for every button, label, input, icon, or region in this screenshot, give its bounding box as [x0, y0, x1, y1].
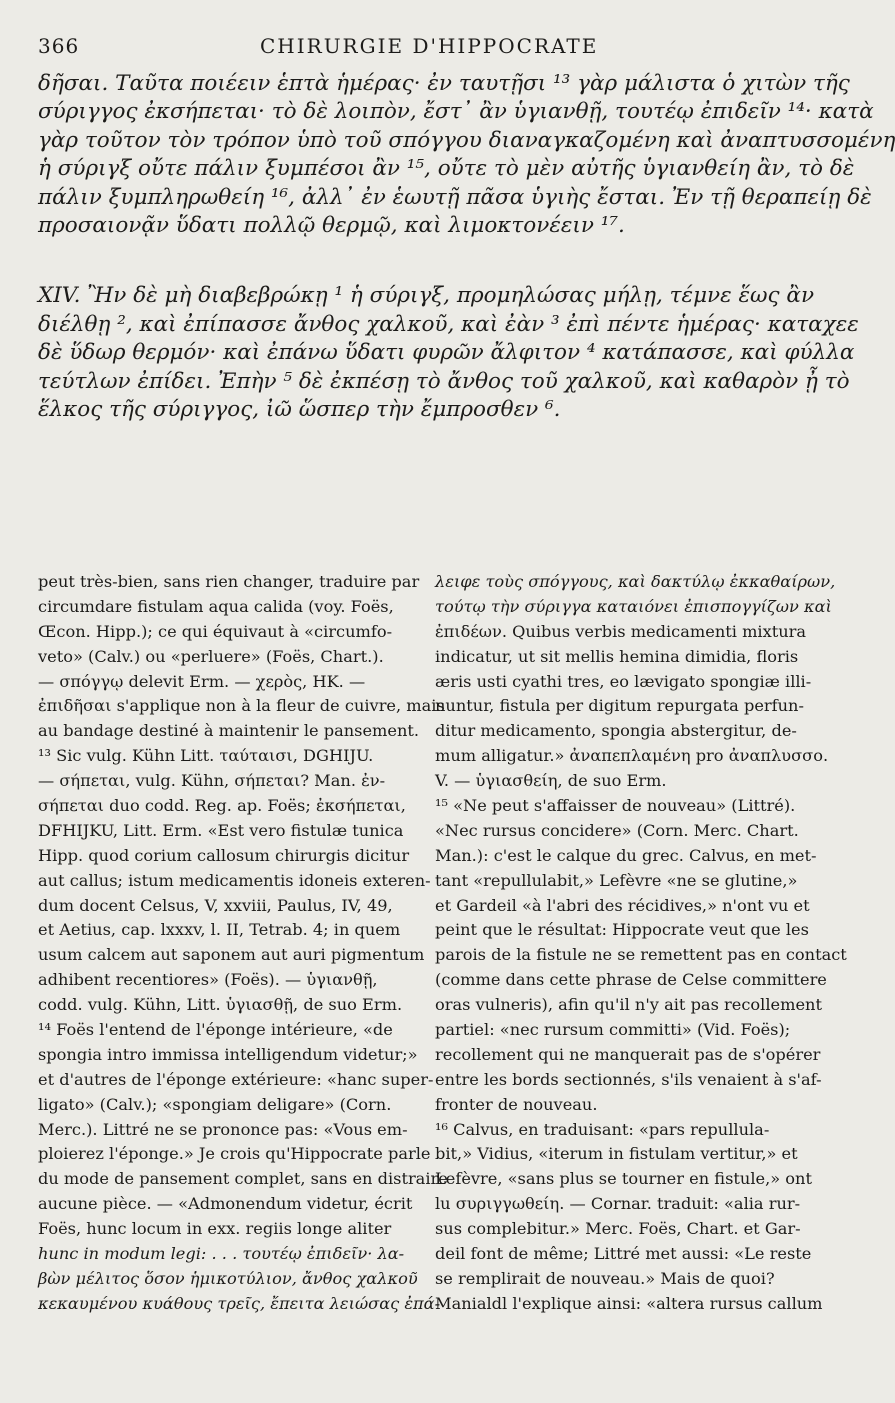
note-line: (comme dans cette phrase de Celse committere: [435, 970, 827, 990]
note-line: Manialdl l'explique ainsi: «altera rursus callum: [435, 1293, 823, 1313]
note-line: Lefèvre, «sans plus se tourner en fistule,» ont: [435, 1169, 812, 1189]
note-line: ἐπιδῆσαι s'applique non à la fleur de cuivre, mais: [38, 696, 445, 716]
greek-line: σύριγγος ἐκσήπεται· τὸ δὲ λοιπὸν, ἔστ᾽ ἂν ὑγιανθῇ, τουτέῳ ἐπιδεῖν ¹⁴· κατὰ: [38, 99, 874, 125]
note-line: ¹⁵ «Ne peut s'affaisser de nouveau» (Littré).: [435, 796, 796, 816]
note-line: ¹³ Sic vulg. Kühn Litt. ταύταισι, DGHIJU.: [38, 746, 374, 766]
note-line: oras vulneris), afin qu'il n'y ait pas recollement: [435, 995, 822, 1015]
note-line: λειφε τοὺς σπόγγους, καὶ δακτύλῳ ἐκκαθαίρων,: [435, 572, 836, 591]
note-line: mum alligatur.» ἀναπεπλαμένη pro ἀναπλυσσο.: [435, 746, 829, 766]
note-line: adhibent recentiores» (Foës). — ὑγιανθῇ,: [38, 970, 378, 990]
note-line: V. — ὑγιασθείη, de suo Erm.: [435, 771, 667, 791]
notes-left-column: [38, 570, 448, 1317]
note-line: ligato» (Calv.); «spongiam deligare» (Corn.: [38, 1094, 392, 1114]
note-line: Œcon. Hipp.); ce qui équivaut à «circumfo-: [38, 621, 393, 641]
note-line: — σήπεται, vulg. Kühn, σήπεται? Man. ἐν-: [38, 771, 386, 791]
running-title: CHIRURGIE D'HIPPOCRATE: [260, 34, 599, 58]
notes-right-column: [435, 570, 847, 1317]
greek-line: ἕλκος τῆς σύριγγος, ἰῶ ὥσπερ τὴν ἔμπροσθεν ⁶.: [38, 396, 561, 422]
note-line: peut très-bien, sans rien changer, traduire par: [38, 572, 420, 591]
page-header: [38, 34, 780, 62]
note-line: usum calcem aut saponem aut auri pigmentum: [38, 945, 425, 965]
note-line: circumdare fistulam aqua calida (voy. Foës,: [38, 596, 394, 616]
note-line: Merc.). Littré ne se prononce pas: «Vous em-: [38, 1119, 408, 1139]
note-line: indicatur, ut sit mellis hemina dimidia, floris: [435, 646, 799, 666]
note-line: κεκαυμένου κυάθους τρεῖς, ἔπειτα λειώσας ἐπά-: [38, 1293, 441, 1313]
note-line: deil font de même; Littré met aussi: «Le reste: [435, 1244, 812, 1264]
note-line: peint que le résultat: Hippocrate veut que les: [435, 920, 809, 940]
note-line: dum docent Celsus, V, xxviii, Paulus, IV, 49,: [38, 895, 393, 915]
note-line: Foës, hunc locum in exx. regiis longe aliter: [38, 1219, 392, 1239]
note-line: sus complebitur.» Merc. Foës, Chart. et Gar-: [435, 1219, 801, 1239]
note-line: recollement qui ne manquerait pas de s'opérer: [435, 1044, 821, 1064]
note-line: nuntur, fistula per digitum repurgata perfun-: [435, 696, 804, 716]
greek-line: δὲ ὕδωρ θερμόν· καὶ ἐπάνω ὕδατι φυρῶν ἄλφιτον ⁴ κατάπασσε, καὶ φύλλα: [38, 340, 855, 366]
note-line: aut callus; istum medicamentis idoneis exteren-: [38, 870, 431, 890]
greek-line: δῆσαι. Ταῦτα ποιέειν ἑπτὰ ἡμέρας· ἐν ταυτῇσι ¹³ γὰρ μάλιστα ὁ χιτὼν τῆς: [38, 71, 850, 96]
note-line: entre les bords sectionnés, s'ils venaient à s'af-: [435, 1069, 822, 1089]
greek-line: τεύτλων ἐπίδει. Ἐπὴν ⁵ δὲ ἐκπέσῃ τὸ ἄνθος τοῦ χαλκοῦ, καὶ καθαρὸν ᾖ τὸ: [38, 368, 850, 394]
note-line: Man.): c'est le calque du grec. Calvus, en met-: [435, 845, 817, 865]
greek-line: γὰρ τοῦτον τὸν τρόπον ὑπὸ τοῦ σπόγγου διαναγκαζομένη καὶ ἀναπτυσσομένη: [38, 127, 895, 153]
note-line: σήπεται duo codd. Reg. ap. Foës; ἐκσήπεται,: [38, 796, 406, 816]
greek-line: διέλθῃ ², καὶ ἐπίπασσε ἄνθος χαλκοῦ, καὶ ἐὰν ³ ἐπὶ πέντε ἡμέρας· καταχεε: [38, 311, 859, 337]
greek-line: XIV. Ἢν δὲ μὴ διαβεβρώκῃ ¹ ἡ σύριγξ, προμηλώσας μήλῃ, τέμνε ἕως ἂν: [38, 283, 815, 309]
note-line: du mode de pansement complet, sans en distraire: [38, 1169, 448, 1189]
note-line: aucune pièce. — «Admonendum videtur, écrit: [38, 1194, 413, 1214]
note-line: ἐπιδέων. Quibus verbis medicamenti mixtura: [435, 621, 807, 641]
note-line: ¹⁴ Foës l'entend de l'éponge intérieure, «de: [38, 1020, 393, 1040]
note-line: — σπόγγῳ delevit Erm. — χερὸς, HK. —: [38, 671, 366, 691]
greek-text-block: [38, 70, 895, 424]
note-line: lu συριγγωθείη. — Cornar. traduit: «alia rur-: [435, 1194, 801, 1214]
note-line: fronter de nouveau.: [435, 1094, 598, 1114]
note-line: æris usti cyathi tres, eo lævigato spongiæ illi-: [435, 671, 812, 691]
note-line: codd. vulg. Kühn, Litt. ὑγιασθῇ, de suo Erm.: [38, 995, 403, 1015]
note-line: ditur medicamento, spongia abstergitur, de-: [435, 721, 797, 741]
note-line: hunc in modum legi: . . . τουτέῳ ἐπιδεῖν· λα-: [38, 1244, 405, 1264]
greek-line: πάλιν ξυμπληρωθείη ¹⁶, ἀλλ᾽ ἐν ἑωυτῇ πᾶσα ὑγιὴς ἔσται. Ἐν τῇ θεραπείῃ δὲ: [38, 184, 872, 210]
note-line: partiel: «nec rursum committi» (Vid. Foës);: [435, 1020, 791, 1040]
note-line: «Nec rursus concidere» (Corn. Merc. Chart.: [435, 820, 799, 840]
note-line: bit,» Vidius, «iterum in fistulam vertitur,» et: [435, 1144, 798, 1164]
greek-line: ἡ σύριγξ οὔτε πάλιν ξυμπέσοι ἂν ¹⁵, οὔτε τὸ μὲν αὐτῆς ὑγιανθείη ἂν, τὸ δὲ: [38, 156, 855, 182]
note-line: Hipp. quod corium callosum chirurgis dicitur: [38, 845, 410, 865]
note-line: au bandage destiné à maintenir le pansement.: [38, 721, 420, 741]
note-line: τούτῳ τὴν σύριγγα καταιόνει ἐπισπογγίζων καὶ: [435, 596, 832, 616]
note-line: parois de la fistule ne se remettent pas en contact: [435, 945, 847, 965]
note-line: DFHIJKU, Litt. Erm. «Est vero fistulæ tunica: [38, 820, 404, 840]
page-number: 366: [38, 34, 80, 58]
note-line: βὼν μέλιτος ὅσον ἡμικοτύλιον, ἄνθος χαλκοῦ: [38, 1268, 418, 1288]
note-line: se remplirait de nouveau.» Mais de quoi?: [435, 1268, 775, 1288]
note-line: ¹⁶ Calvus, en traduisant: «pars repullula-: [435, 1119, 770, 1139]
note-line: et d'autres de l'éponge extérieure: «hanc super-: [38, 1069, 434, 1089]
note-line: veto» (Calv.) ou «perluere» (Foës, Chart.).: [38, 646, 384, 666]
note-line: tant «repullulabit,» Lefèvre «ne se glutine,»: [435, 870, 798, 890]
note-line: ploierez l'éponge.» Je crois qu'Hippocrate parle: [38, 1144, 431, 1164]
note-line: et Gardeil «à l'abri des récidives,» n'ont vu et: [435, 895, 810, 915]
note-line: spongia intro immissa intelligendum videtur;»: [38, 1044, 418, 1064]
note-line: et Aetius, cap. lxxxv, l. II, Tetrab. 4; in quem: [38, 920, 401, 940]
greek-line: προσαιονᾷν ὕδατι πολλῷ θερμῷ, καὶ λιμοκτονέειν ¹⁷.: [38, 212, 625, 238]
